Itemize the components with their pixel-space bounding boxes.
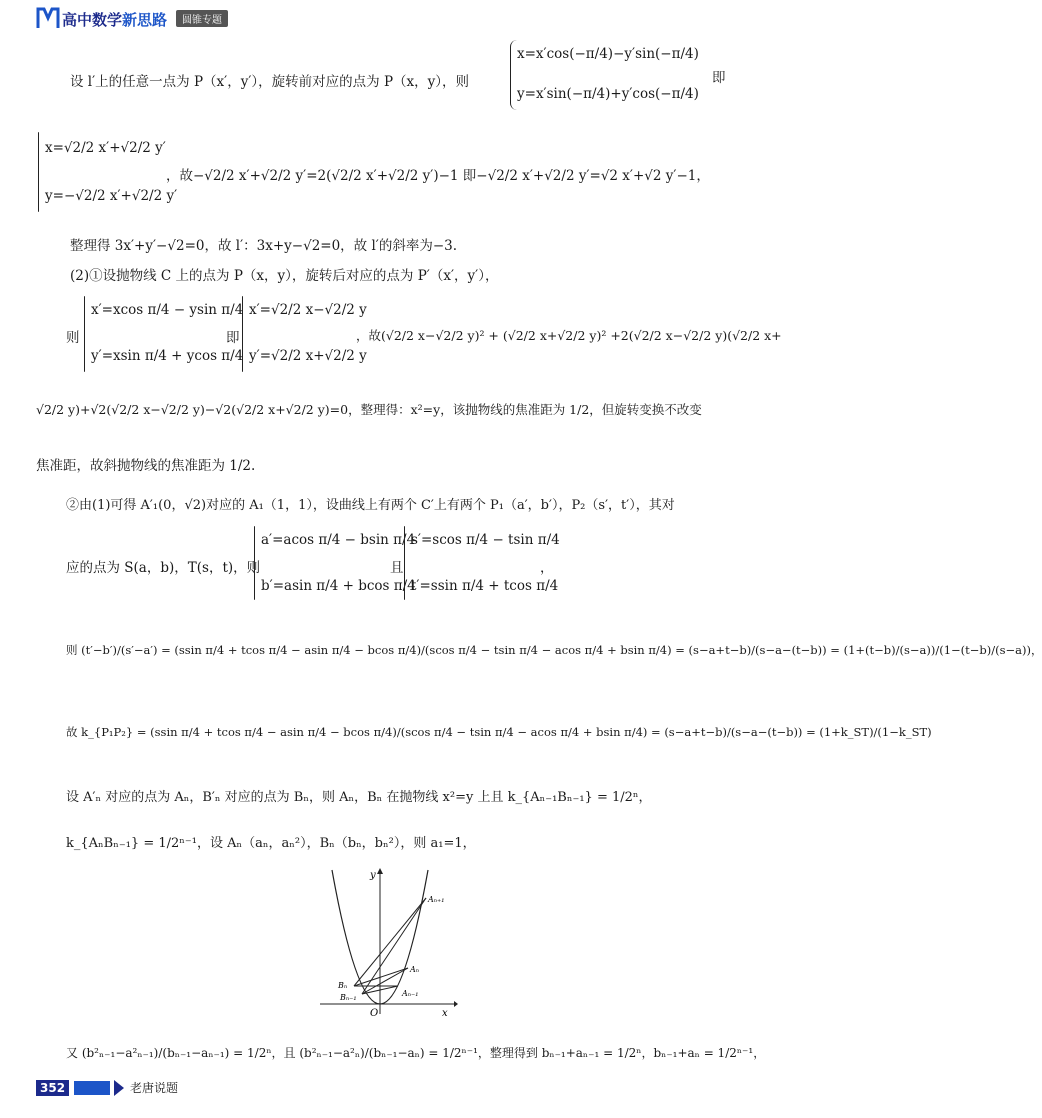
rotation-system-3: [84, 296, 244, 372]
rotation-eq-y4: y′=√2/2 x+√2/2 y: [249, 348, 367, 364]
sequence-setup-line-1: 设 A′ₙ 对应的点为 Aₙ，B′ₙ 对应的点为 Bₙ，则 Aₙ，Bₙ 在抛物线 x²=y 上且 k_{Aₙ₋₁Bₙ₋₁} = 1/2ⁿ，: [66, 790, 652, 805]
rotation-eq-y: y=x′sin(−π/4)+y′cos(−π/4): [517, 86, 699, 102]
slope-formula-line: 则 (t′−b′)/(s′−a′) = (ssin π/4 + tcos π/4 − asin π/4 − bcos π/4)/(scos π/4 − tsin π/4 − acos π/4 + bsin π/4) = (s−a+t−b)/(s−a−(t−b)) = (1+(t−b)/(s−a))/(1−(t−b)/(s−a))，: [66, 643, 1042, 657]
part2-line-5: ②由(1)可得 A′₁(0，√2)对应的 A₁（1，1），设曲线上有两个 C′上有两个 P₁（a′，b′），P₂（s′，t′），其对: [66, 498, 675, 513]
part2-line-3: √2/2 y)+√2(√2/2 x−√2/2 y)−√2(√2/2 x+√2/2 y)=0，整理得：x²=y，该抛物线的焦准距为 1/2，但旋转变换不改变: [36, 402, 702, 417]
footer-arrow-icon: [114, 1080, 124, 1096]
footer-bar: [74, 1081, 110, 1095]
solution-line-3: 整理得 3x′+y′−√2=0，故 l′：3x+y−√2=0，故 l′的斜率为−3.: [70, 238, 458, 254]
solution-line-1-tail: 即: [712, 70, 726, 86]
rotation-eq-x2: x=√2/2 x′+√2/2 y′: [45, 140, 166, 156]
point-an-minus-1-label: Aₙ₋₁: [402, 989, 419, 998]
rotation-eq-x3: x′=xcos π/4 − ysin π/4: [91, 302, 244, 318]
rotation-eq-y2: y=−√2/2 x′+√2/2 y′: [45, 188, 178, 204]
part2-line-6-tail: ，: [540, 560, 554, 576]
rotation-system-1: [510, 40, 699, 110]
part2-line-2-mid: 即: [226, 330, 240, 346]
rotation-eq-x: x=x′cos(−π/4)−y′sin(−π/4): [517, 46, 699, 62]
solution-line-2: ，故−√2/2 x′+√2/2 y′=2(√2/2 x′+√2/2 y′)−1 即−√2/2 x′+√2/2 y′=√2 x′+√2 y′−1，: [166, 168, 710, 184]
y-axis-label: y: [370, 870, 376, 881]
slope-kp1p2-line: 故 k_{P₁P₂} = (ssin π/4 + tcos π/4 − asin π/4 − bcos π/4)/(scos π/4 − tsin π/4 − acos π/4 + bsin π/4) = (s−a+t−b)/(s−a−(t−b)) = (1+k_ST)/(1−k_ST): [66, 725, 932, 739]
chord-bnm1-anplus1: [362, 898, 426, 994]
part2-line-6-mid: 且: [390, 560, 404, 576]
rotation-system-2: [38, 132, 178, 212]
footer-author: 老唐说题: [130, 1081, 179, 1095]
header-tag: 圆锥专题: [176, 10, 228, 27]
rotation-system-4: [242, 296, 367, 372]
rotation-eq-t: t′=ssin π/4 + tcos π/4: [411, 578, 559, 594]
solution-line-1: 设 l′上的任意一点为 P（x′，y′），旋转前对应的点为 P（x，y），则: [70, 74, 470, 90]
rotation-system-6: [404, 526, 560, 600]
part2-line-1: (2)①设抛物线 C 上的点为 P（x，y），旋转后对应的点为 P′（x′，y′），: [70, 268, 499, 284]
rotation-eq-s: s′=scos π/4 − tsin π/4: [411, 532, 560, 548]
header-title: 高中数学新思路: [62, 11, 168, 29]
brand-logo-icon: [36, 6, 60, 30]
rotation-system-5: [254, 526, 416, 600]
part2-line-4: 焦准距，故斜抛物线的焦准距为 1/2.: [36, 458, 256, 474]
part2-line-2-pre: 则: [66, 330, 80, 346]
point-an-label: Aₙ: [410, 965, 420, 974]
rotation-eq-y3: y′=xsin π/4 + ycos π/4: [91, 348, 244, 364]
x-axis-arrow-icon: [454, 1001, 458, 1007]
x-axis-label: x: [442, 1008, 448, 1019]
point-bn-label: Bₙ: [338, 981, 348, 990]
sequence-result-line: 又 (b²ₙ₋₁−a²ₙ₋₁)/(bₙ₋₁−aₙ₋₁) = 1/2ⁿ，且 (b²ₙ₋₁−a²ₙ)/(bₙ₋₁−aₙ) = 1/2ⁿ⁻¹，整理得到 bₙ₋₁+aₙ₋₁ = 1/2ⁿ，bₙ₋₁+aₙ = 1/2ⁿ⁻¹，: [66, 1046, 766, 1060]
origin-label: O: [370, 1008, 379, 1019]
page-number: 352: [36, 1080, 69, 1096]
parabola-figure: [318, 868, 458, 1018]
part2-line-2: ，故(√2/2 x−√2/2 y)² + (√2/2 x+√2/2 y)² +2(√2/2 x−√2/2 y)(√2/2 x+: [356, 328, 782, 343]
sequence-setup-line-2: k_{AₙBₙ₋₁} = 1/2ⁿ⁻¹，设 Aₙ（aₙ，aₙ²），Bₙ（bₙ，bₙ²），则 a₁=1，: [66, 836, 476, 851]
point-an-plus-1-label: Aₙ₊₁: [428, 895, 445, 904]
rotation-eq-b: b′=asin π/4 + bcos π/4: [261, 578, 416, 594]
point-bn-minus-1-label: Bₙ₋₁: [340, 993, 357, 1002]
part2-line-6-pre: 应的点为 S(a，b)，T(s，t)，则: [66, 560, 261, 576]
y-axis-arrow-icon: [377, 868, 383, 874]
rotation-eq-a: a′=acos π/4 − bsin π/4: [261, 532, 416, 548]
rotation-eq-x4: x′=√2/2 x−√2/2 y: [249, 302, 367, 318]
